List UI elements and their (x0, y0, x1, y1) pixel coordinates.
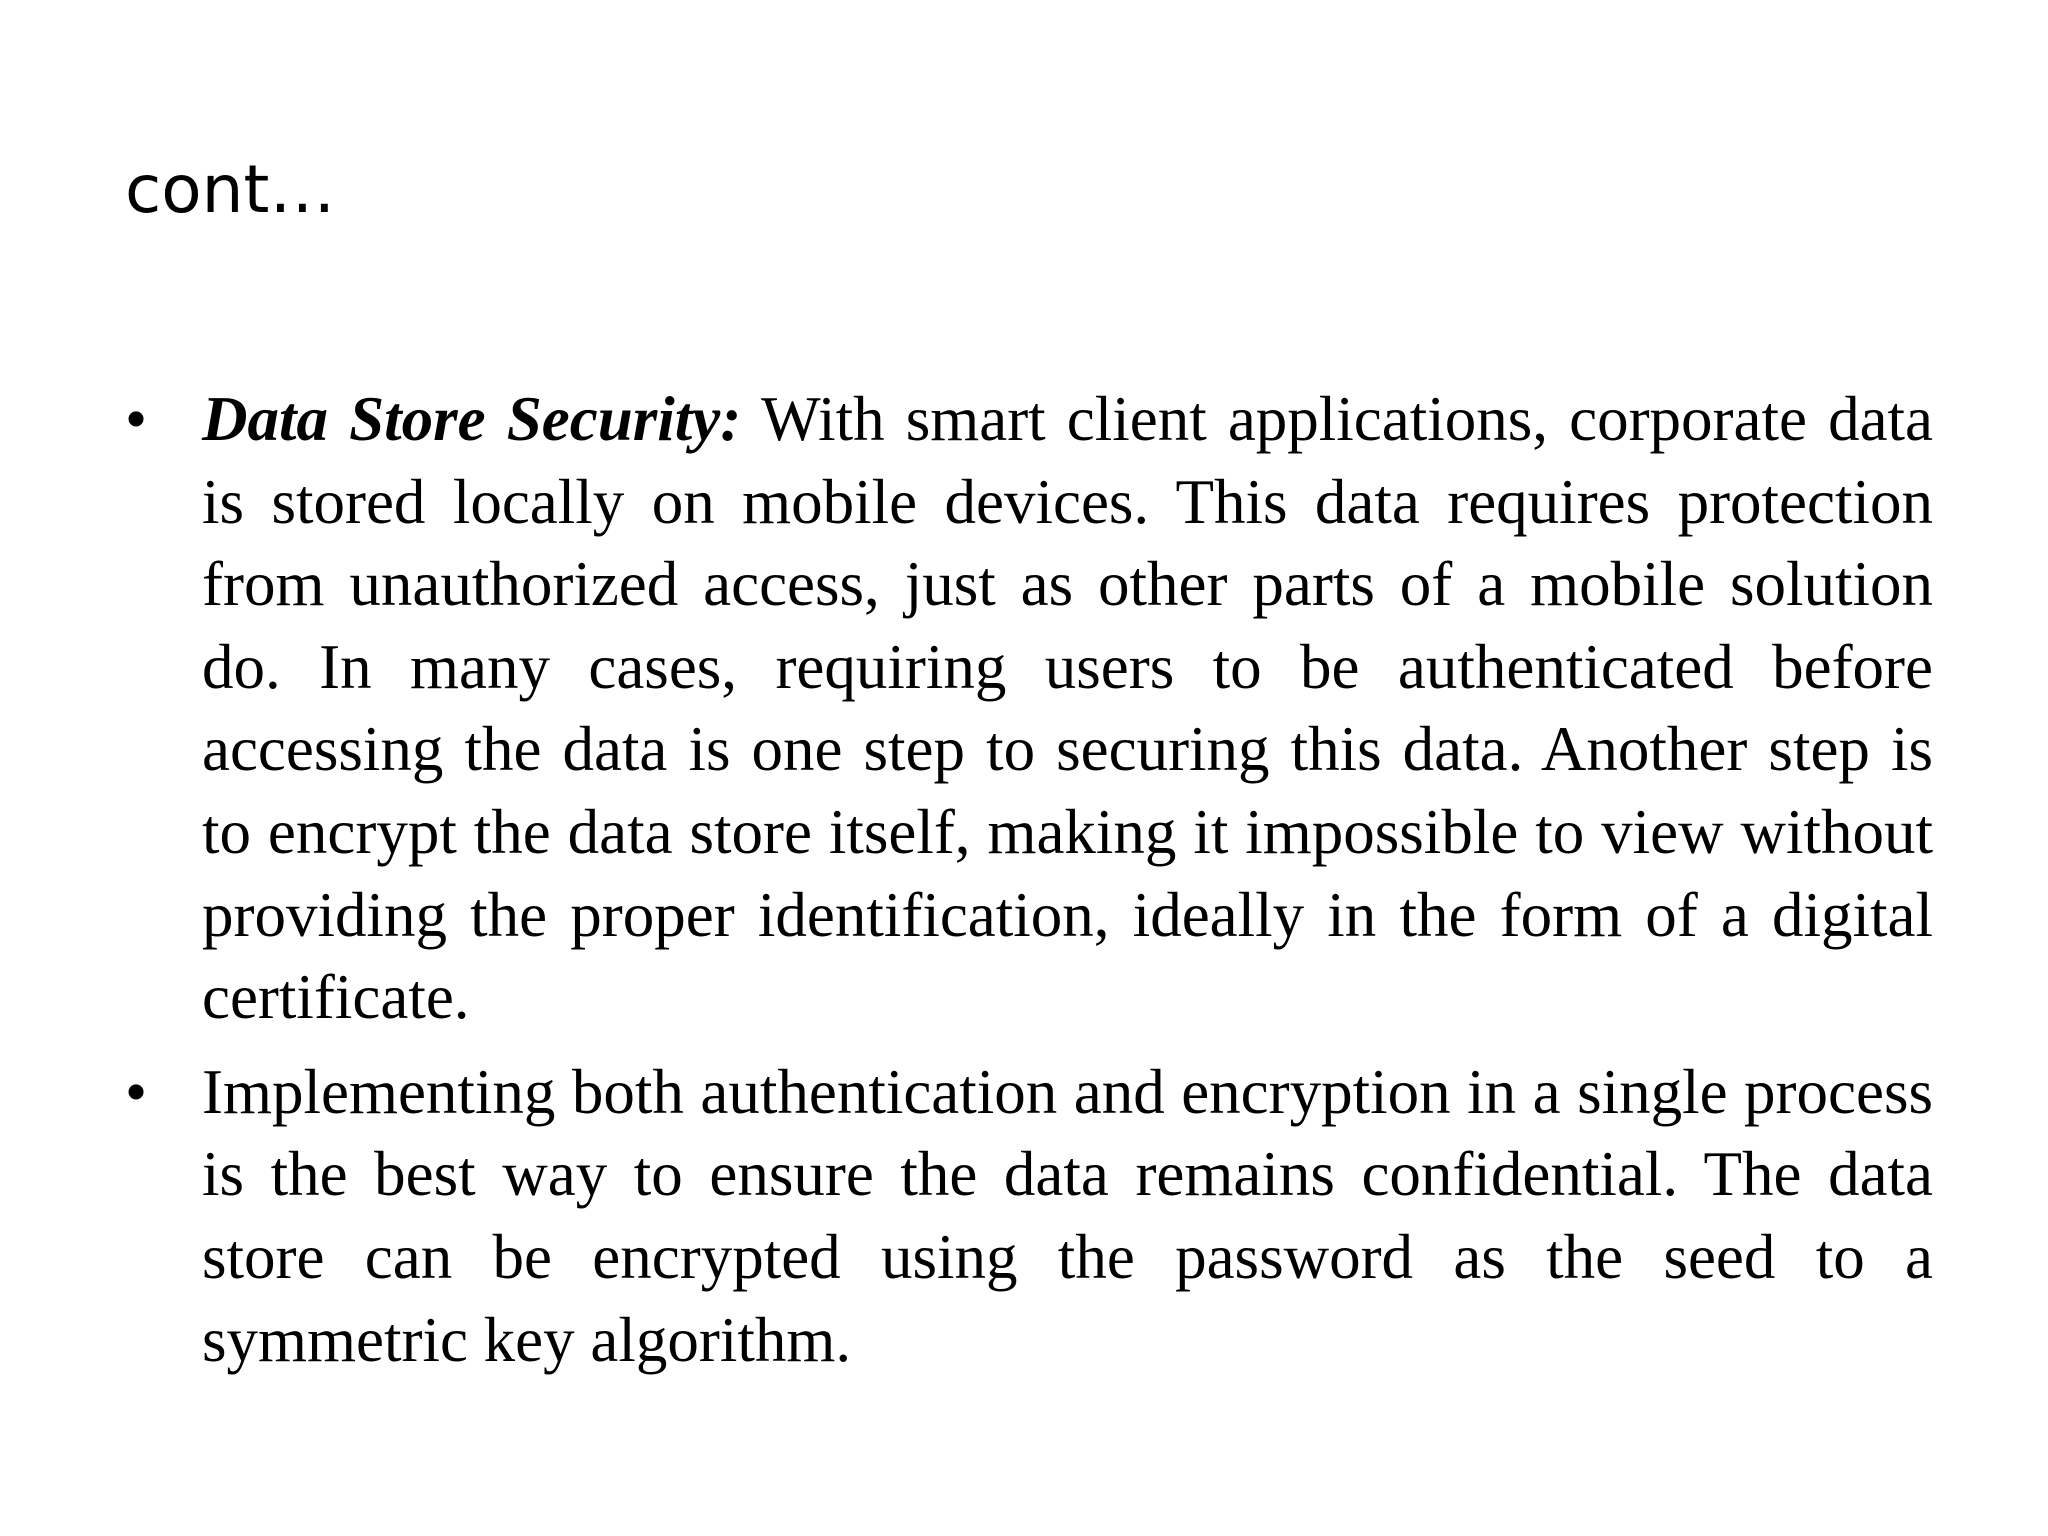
bullet-marker: • (125, 1056, 148, 1127)
slide-title: cont… (125, 151, 336, 228)
bullet-list (125, 378, 1933, 1393)
bullet-text: Implementing both authentication and encryption in a single process is the best way to ensure the data remains confidential. The data store can be encrypted using the password as the seed to a symmetric key algorithm. (202, 1056, 1933, 1375)
bullet-marker: • (125, 384, 148, 454)
bullet-item-data-store-security (125, 378, 1933, 1039)
bullet-item-authentication-encryption (125, 1051, 1933, 1381)
bullet-lead-term: Data Store Security: (202, 384, 742, 454)
bullet-text: With smart client applications, corporate data is stored locally on mobile devices. This data requires protection from unauthorized access, just as other parts of a mobile solution do. In many cases, requiring users to be authenticated before accessing the data is one step to securing this data. Another step is to encrypt the data store itself, making it impossible to view without providing the proper identification, ideally in the form of a digital certificate. (202, 384, 1933, 1033)
